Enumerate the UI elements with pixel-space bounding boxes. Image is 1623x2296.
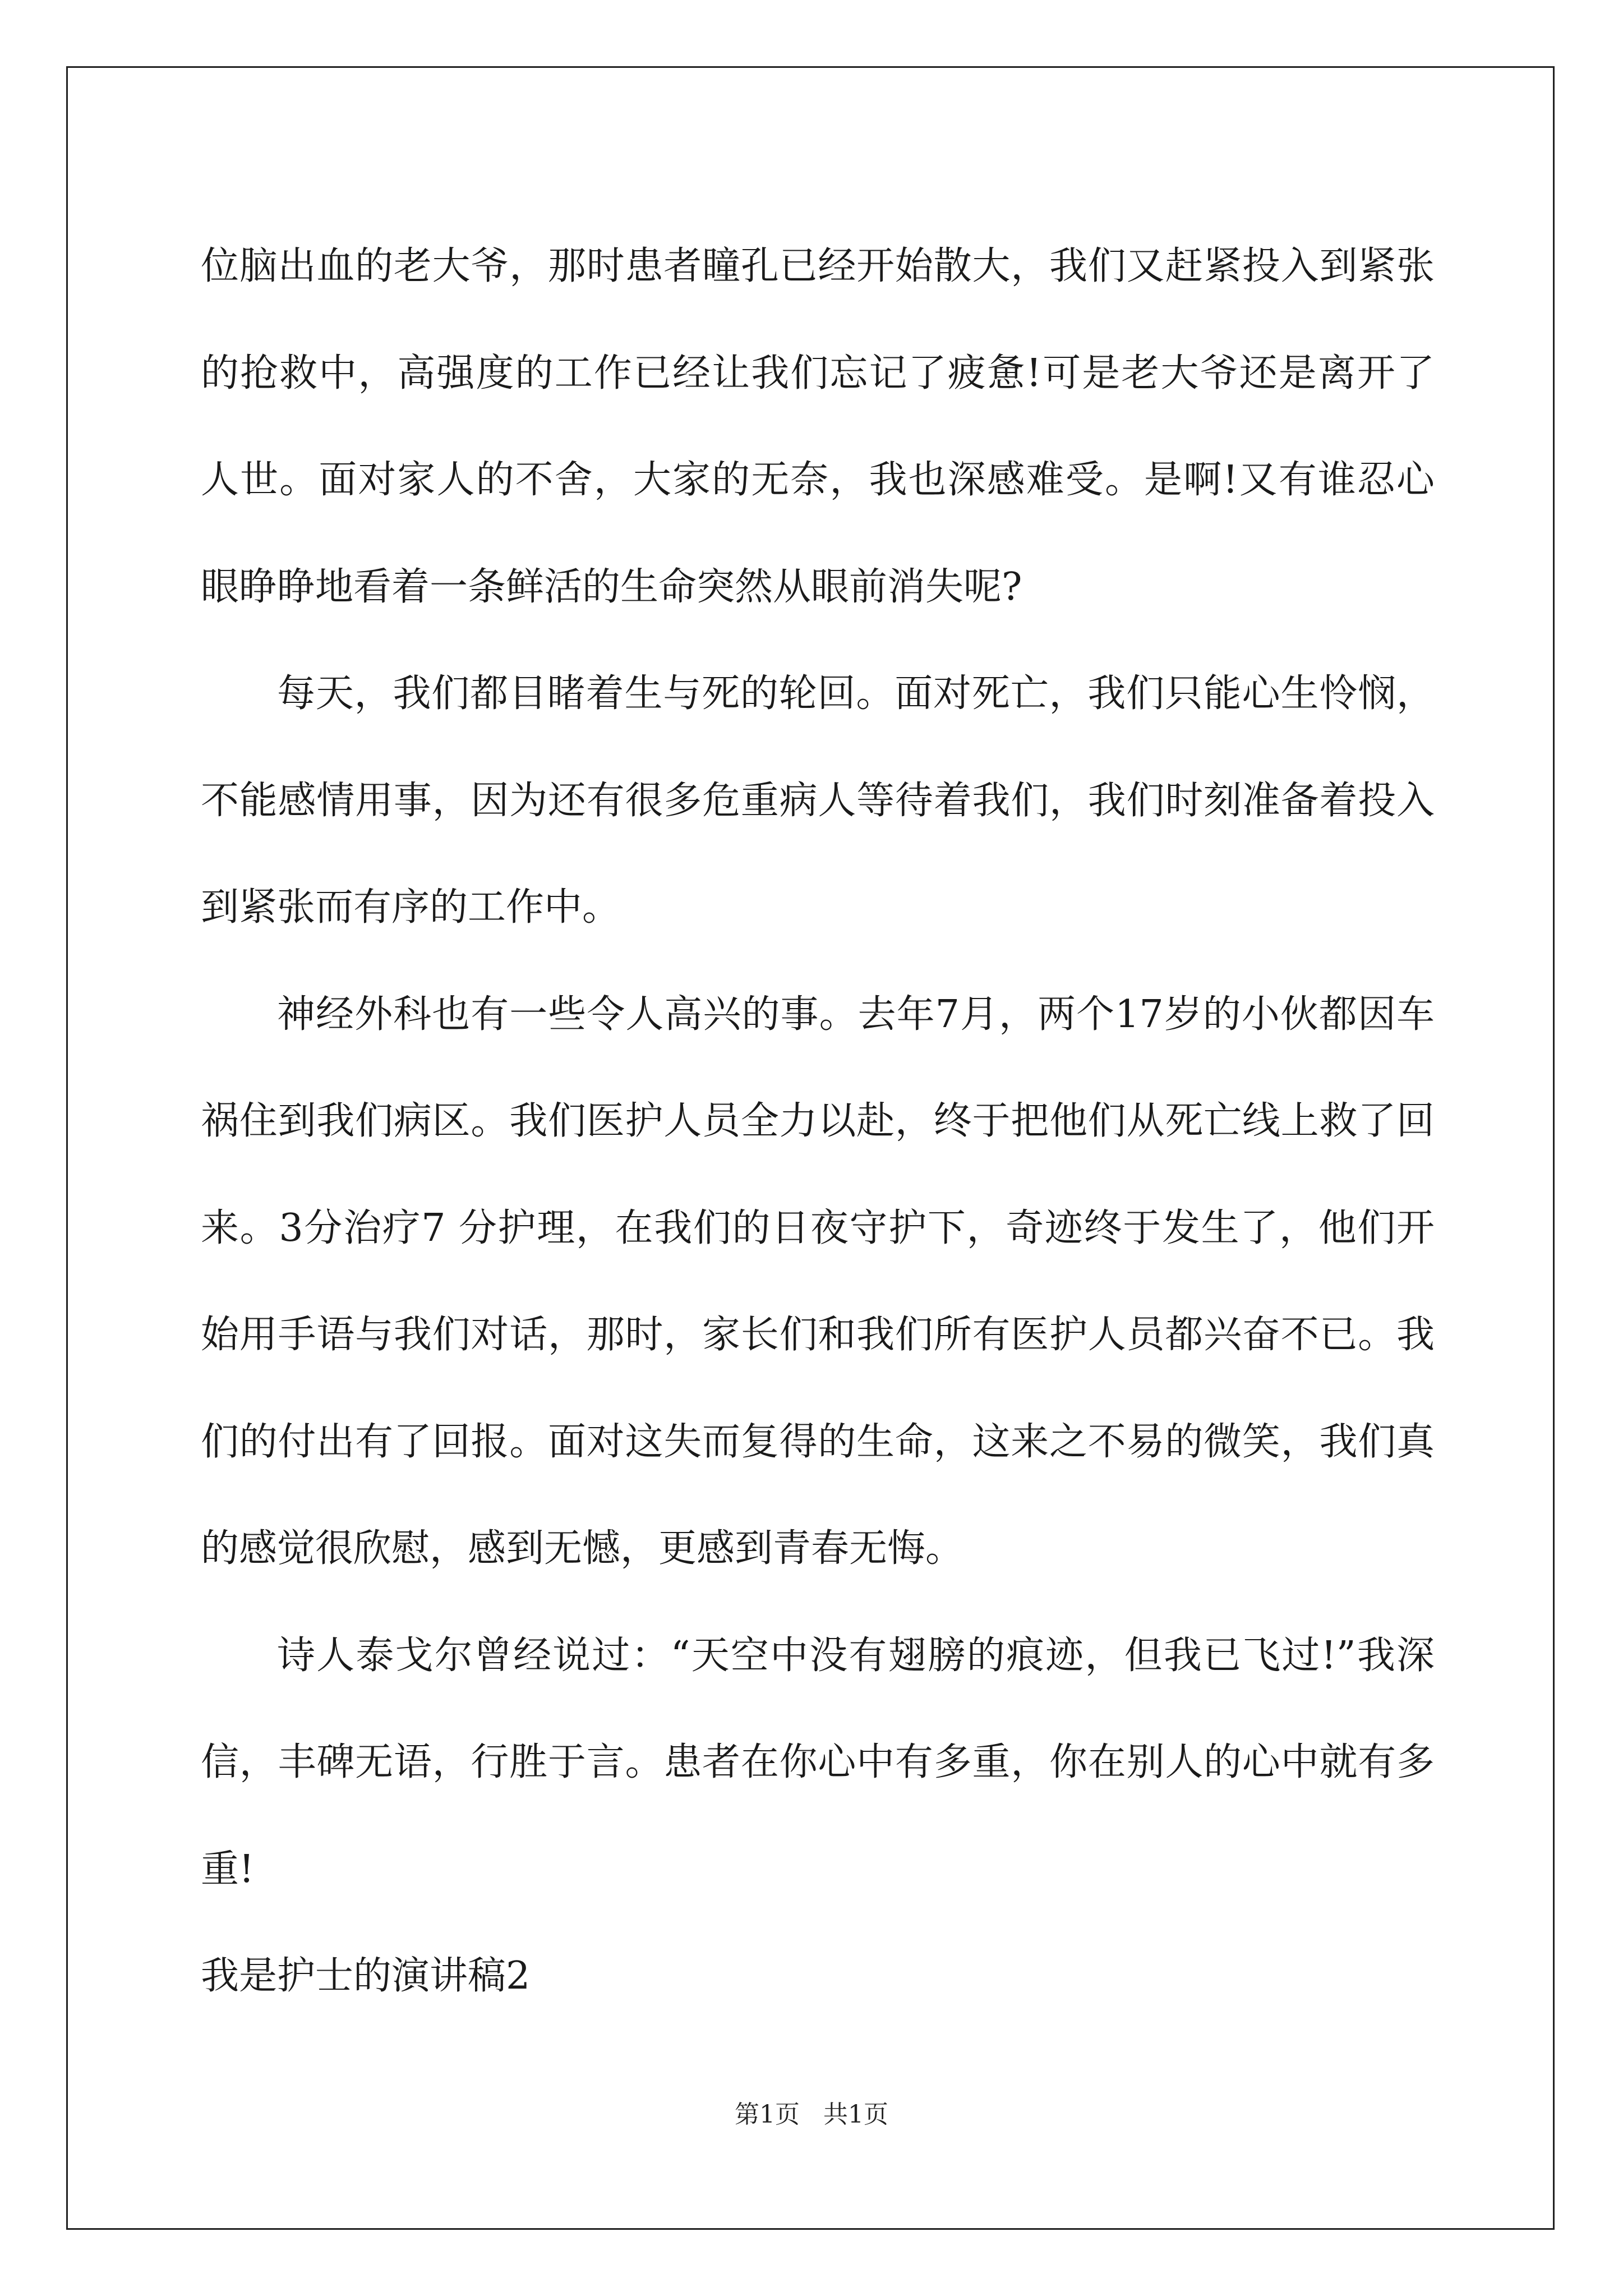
document-body [201,213,1435,2030]
paragraph-continuation: 位脑出血的老大爷，那时患者瞳孔已经开始散大，我们又赶紧投入到紧张的抢救中，高强度的工作已经让我们忘记了疲惫!可是老大爷还是离开了人世。面对家人的不舍，大家的无奈，我也深感难受。是啊!又有谁忍心眼睁睁地看着一条鲜活的生命突然从眼前消失呢? [201,244,1435,609]
page-number-footer: 第1页 共1页 [735,2100,888,2129]
paragraph: 神经外科也有一些令人高兴的事。去年7月，两个17岁的小伙都因车祸住到我们病区。我们医护人员全力以赴，终于把他们从死亡线上救了回来。3分治疗7 分护理，在我们的日夜守护下，奇迹终于发生了，他们开始用手语与我们对话，那时，家长们和我们所有医护人员都兴奋不已。我们的付出有了回报。面对这失而复得的生命，这来之不易的微笑，我们真的感觉很欣慰，感到无憾，更感到青春无悔。 [201,992,1435,1571]
paragraph: 每天，我们都目睹着生与死的轮回。面对死亡，我们只能心生怜悯，不能感情用事，因为还有很多危重病人等待着我们，我们时刻准备着投入到紧张而有序的工作中。 [201,671,1435,930]
paragraph: 诗人泰戈尔曾经说过：“天空中没有翅膀的痕迹，但我已飞过!”我深信，丰碑无语，行胜于言。患者在你心中有多重，你在别人的心中就有多重! [201,1633,1435,1892]
section-heading: 我是护士的演讲稿2 [201,1954,531,1998]
